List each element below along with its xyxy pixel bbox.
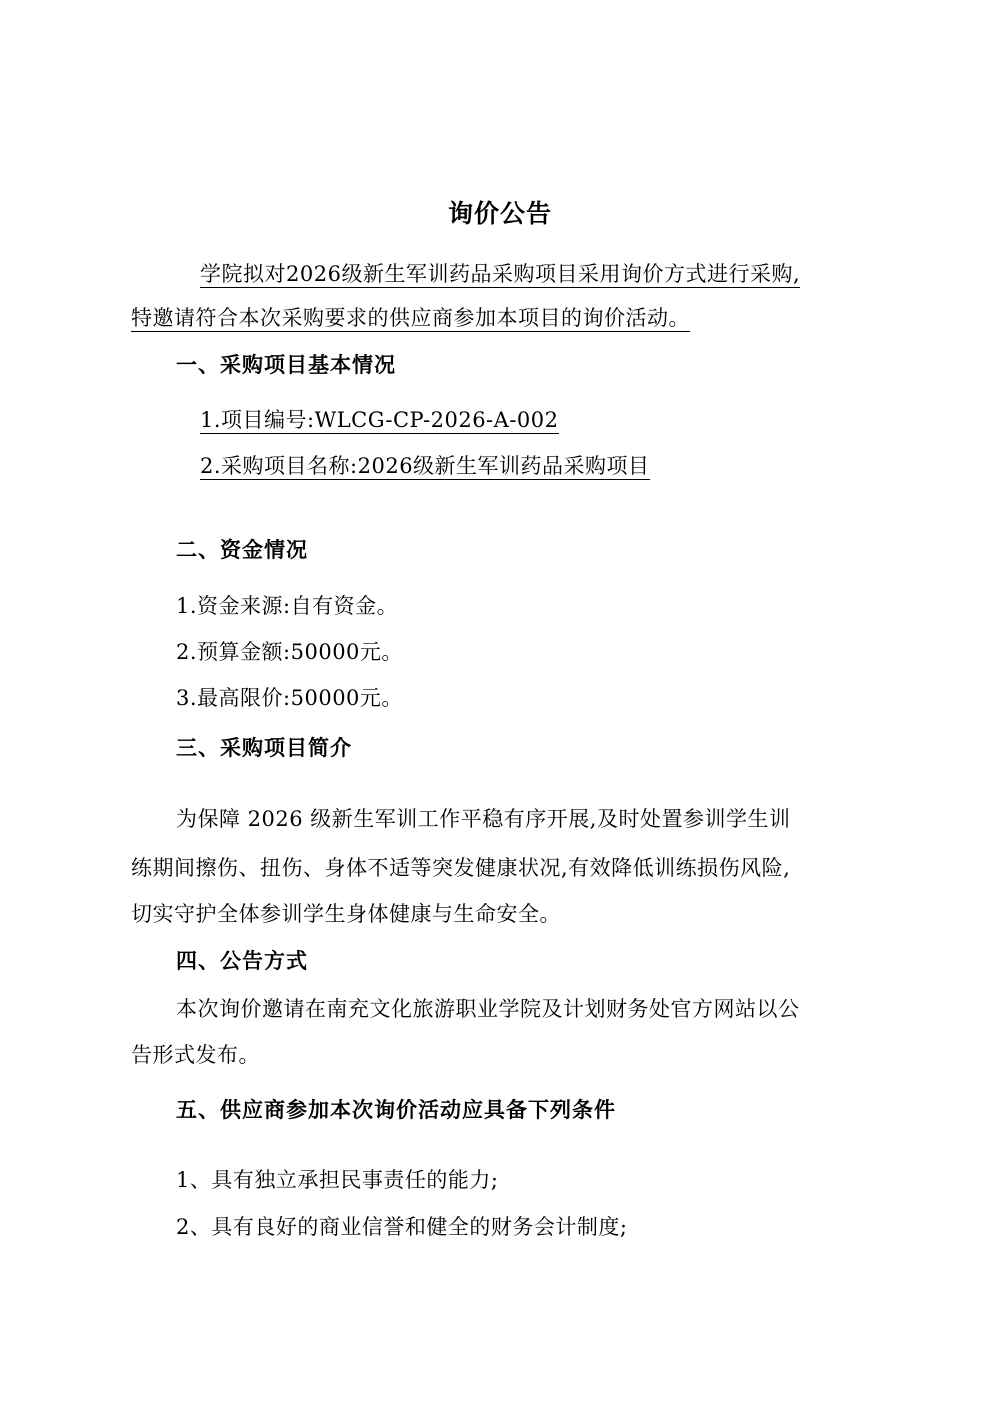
section-5-heading: 五、供应商参加本次询价活动应具备下列条件 (176, 1098, 616, 1122)
section-3-line-2: 练期间擦伤、扭伤、身体不适等突发健康状况,有效降低训练损伤风险, (131, 856, 791, 880)
section-2-heading: 二、资金情况 (176, 538, 308, 562)
section-3-heading: 三、采购项目简介 (176, 736, 352, 760)
condition-2: 2、具有良好的商业信誉和健全的财务会计制度; (176, 1215, 628, 1239)
intro-line-1-text: 学院拟对2026级新生军训药品采购项目采用询价方式进行采购, (200, 262, 801, 286)
section-4-line-2: 告形式发布。 (131, 1043, 260, 1067)
max-price: 3.最高限价:50000元。 (176, 686, 403, 710)
section-1-item-2 (200, 451, 650, 481)
project-number-text: 1.项目编号:WLCG-CP-2026-A-002 (200, 408, 559, 432)
intro-line-2 (131, 303, 690, 333)
section-3-line-1: 为保障 2026 级新生军训工作平稳有序开展,及时处置参训学生训 (176, 807, 791, 831)
budget-amount: 2.预算金额:50000元。 (176, 640, 403, 664)
project-name-text: 2.采购项目名称:2026级新生军训药品采购项目 (200, 454, 650, 478)
section-3-line-3: 切实守护全体参训学生身体健康与生命安全。 (131, 902, 561, 926)
section-1-heading: 一、采购项目基本情况 (176, 353, 396, 377)
section-4-line-1: 本次询价邀请在南充文化旅游职业学院及计划财务处官方网站以公 (176, 997, 800, 1021)
funding-source: 1.资金来源:自有资金。 (176, 594, 399, 618)
document-title: 询价公告 (447, 199, 552, 228)
intro-line-1 (200, 259, 800, 289)
section-1-item-1 (200, 405, 559, 435)
intro-line-2-text: 特邀请符合本次采购要求的供应商参加本项目的询价活动。 (131, 306, 690, 330)
section-4-heading: 四、公告方式 (176, 949, 308, 973)
condition-1: 1、具有独立承担民事责任的能力; (176, 1168, 499, 1192)
